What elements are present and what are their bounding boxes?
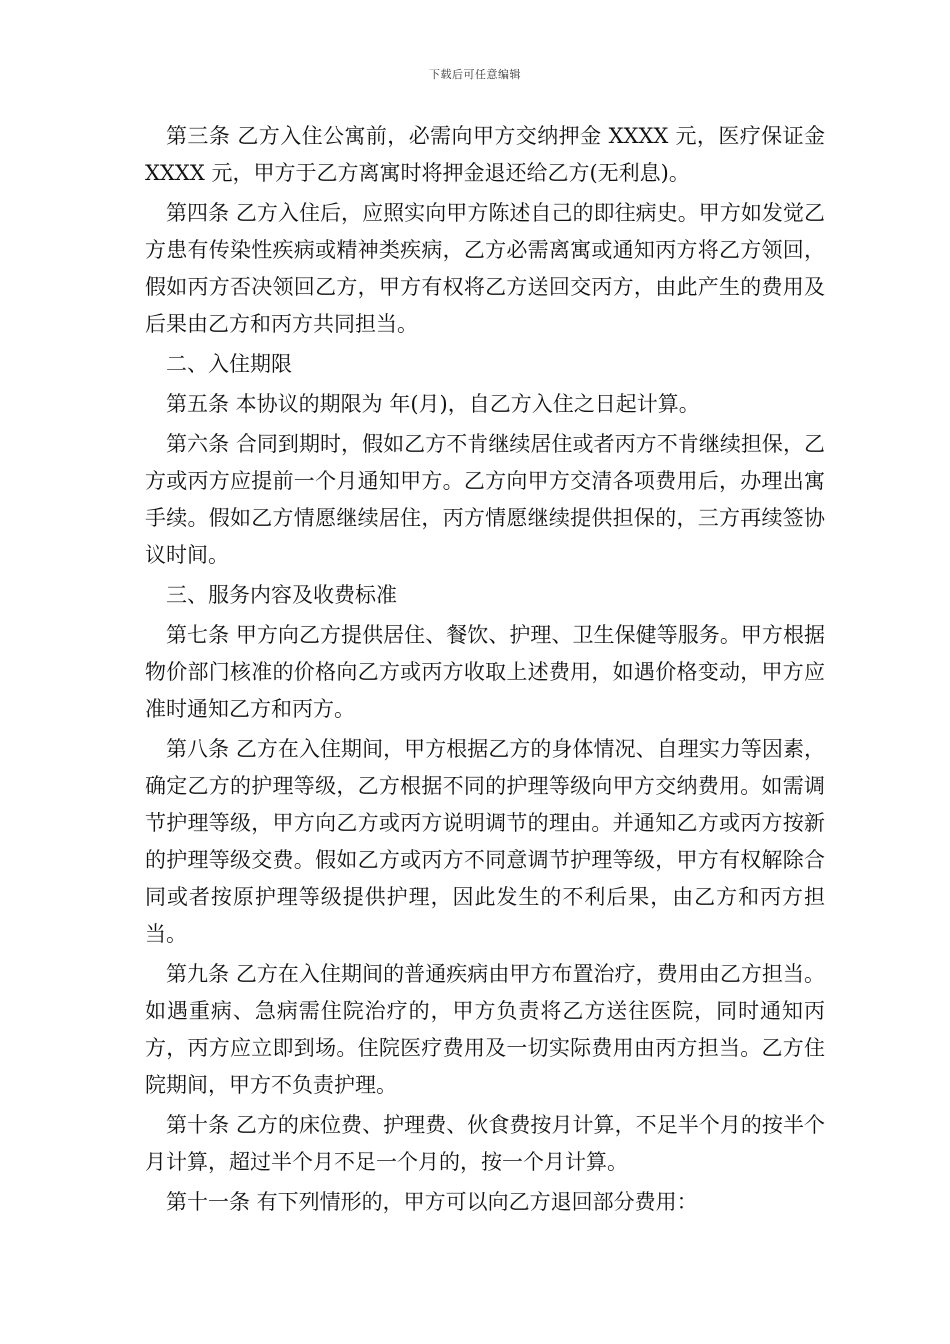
document-body bbox=[145, 118, 825, 1224]
clause-4: 第四条 乙方入住后，应照实向甲方陈述自己的即往病史。甲方如发觉乙方患有传染性疾病或精神类疾病，乙方必需离寓或通知丙方将乙方领回，假如丙方否决领回乙方，甲方有权将乙方送回交丙方，由此产生的费用及后果由乙方和丙方共同担当。 bbox=[145, 201, 825, 336]
clause-8: 第八条 乙方在入住期间，甲方根据乙方的身体情况、自理实力等因素，确定乙方的护理等级，乙方根据不同的护理等级向甲方交纳费用。如需调节护理等级，甲方向乙方或丙方说明调节的理由。并通知乙方或丙方按新的护理等级交费。假如乙方或丙方不同意调节护理等级，甲方有权解除合同或者按原护理等级提供护理，因此发生的不利后果，由乙方和丙方担当。 bbox=[145, 737, 825, 946]
clause-10: 第十条 乙方的床位费、护理费、伙食费按月计算，不足半个月的按半个月计算，超过半个月不足一个月的，按一个月计算。 bbox=[145, 1113, 825, 1174]
clause-5: 第五条 本协议的期限为 年(月)，自乙方入住之日起计算。 bbox=[166, 392, 700, 416]
clause-9: 第九条 乙方在入住期间的普通疾病由甲方布置治疗，费用由乙方担当。如遇重病、急病需住院治疗的，甲方负责将乙方送往医院，同时通知丙方，丙方应立即到场。住院医疗费用及一切实际费用由丙方担当。乙方住院期间，甲方不负责护理。 bbox=[145, 962, 825, 1097]
clause-6: 第六条 合同到期时，假如乙方不肯继续居住或者丙方不肯继续担保，乙方或丙方应提前一个月通知甲方。乙方向甲方交清各项费用后，办理出寓手续。假如乙方情愿继续居住，丙方情愿继续提供担保的，三方再续签协议时间。 bbox=[145, 432, 825, 567]
section-heading-2: 二、入住期限 bbox=[166, 352, 292, 376]
clause-11: 第十一条 有下列情形的，甲方可以向乙方退回部分费用： bbox=[166, 1190, 698, 1214]
header-note: 下载后可任意编辑 bbox=[429, 68, 521, 81]
clause-3: 第三条 乙方入住公寓前，必需向甲方交纳押金 XXXX 元，医疗保证金 XXXX 元，甲方于乙方离寓时将押金退还给乙方(无利息)。 bbox=[145, 124, 825, 185]
section-heading-3: 三、服务内容及收费标准 bbox=[166, 583, 397, 607]
clause-7: 第七条 甲方向乙方提供居住、餐饮、护理、卫生保健等服务。甲方根据物价部门核准的价格向乙方或丙方收取上述费用，如遇价格变动，甲方应准时通知乙方和丙方。 bbox=[145, 623, 825, 721]
